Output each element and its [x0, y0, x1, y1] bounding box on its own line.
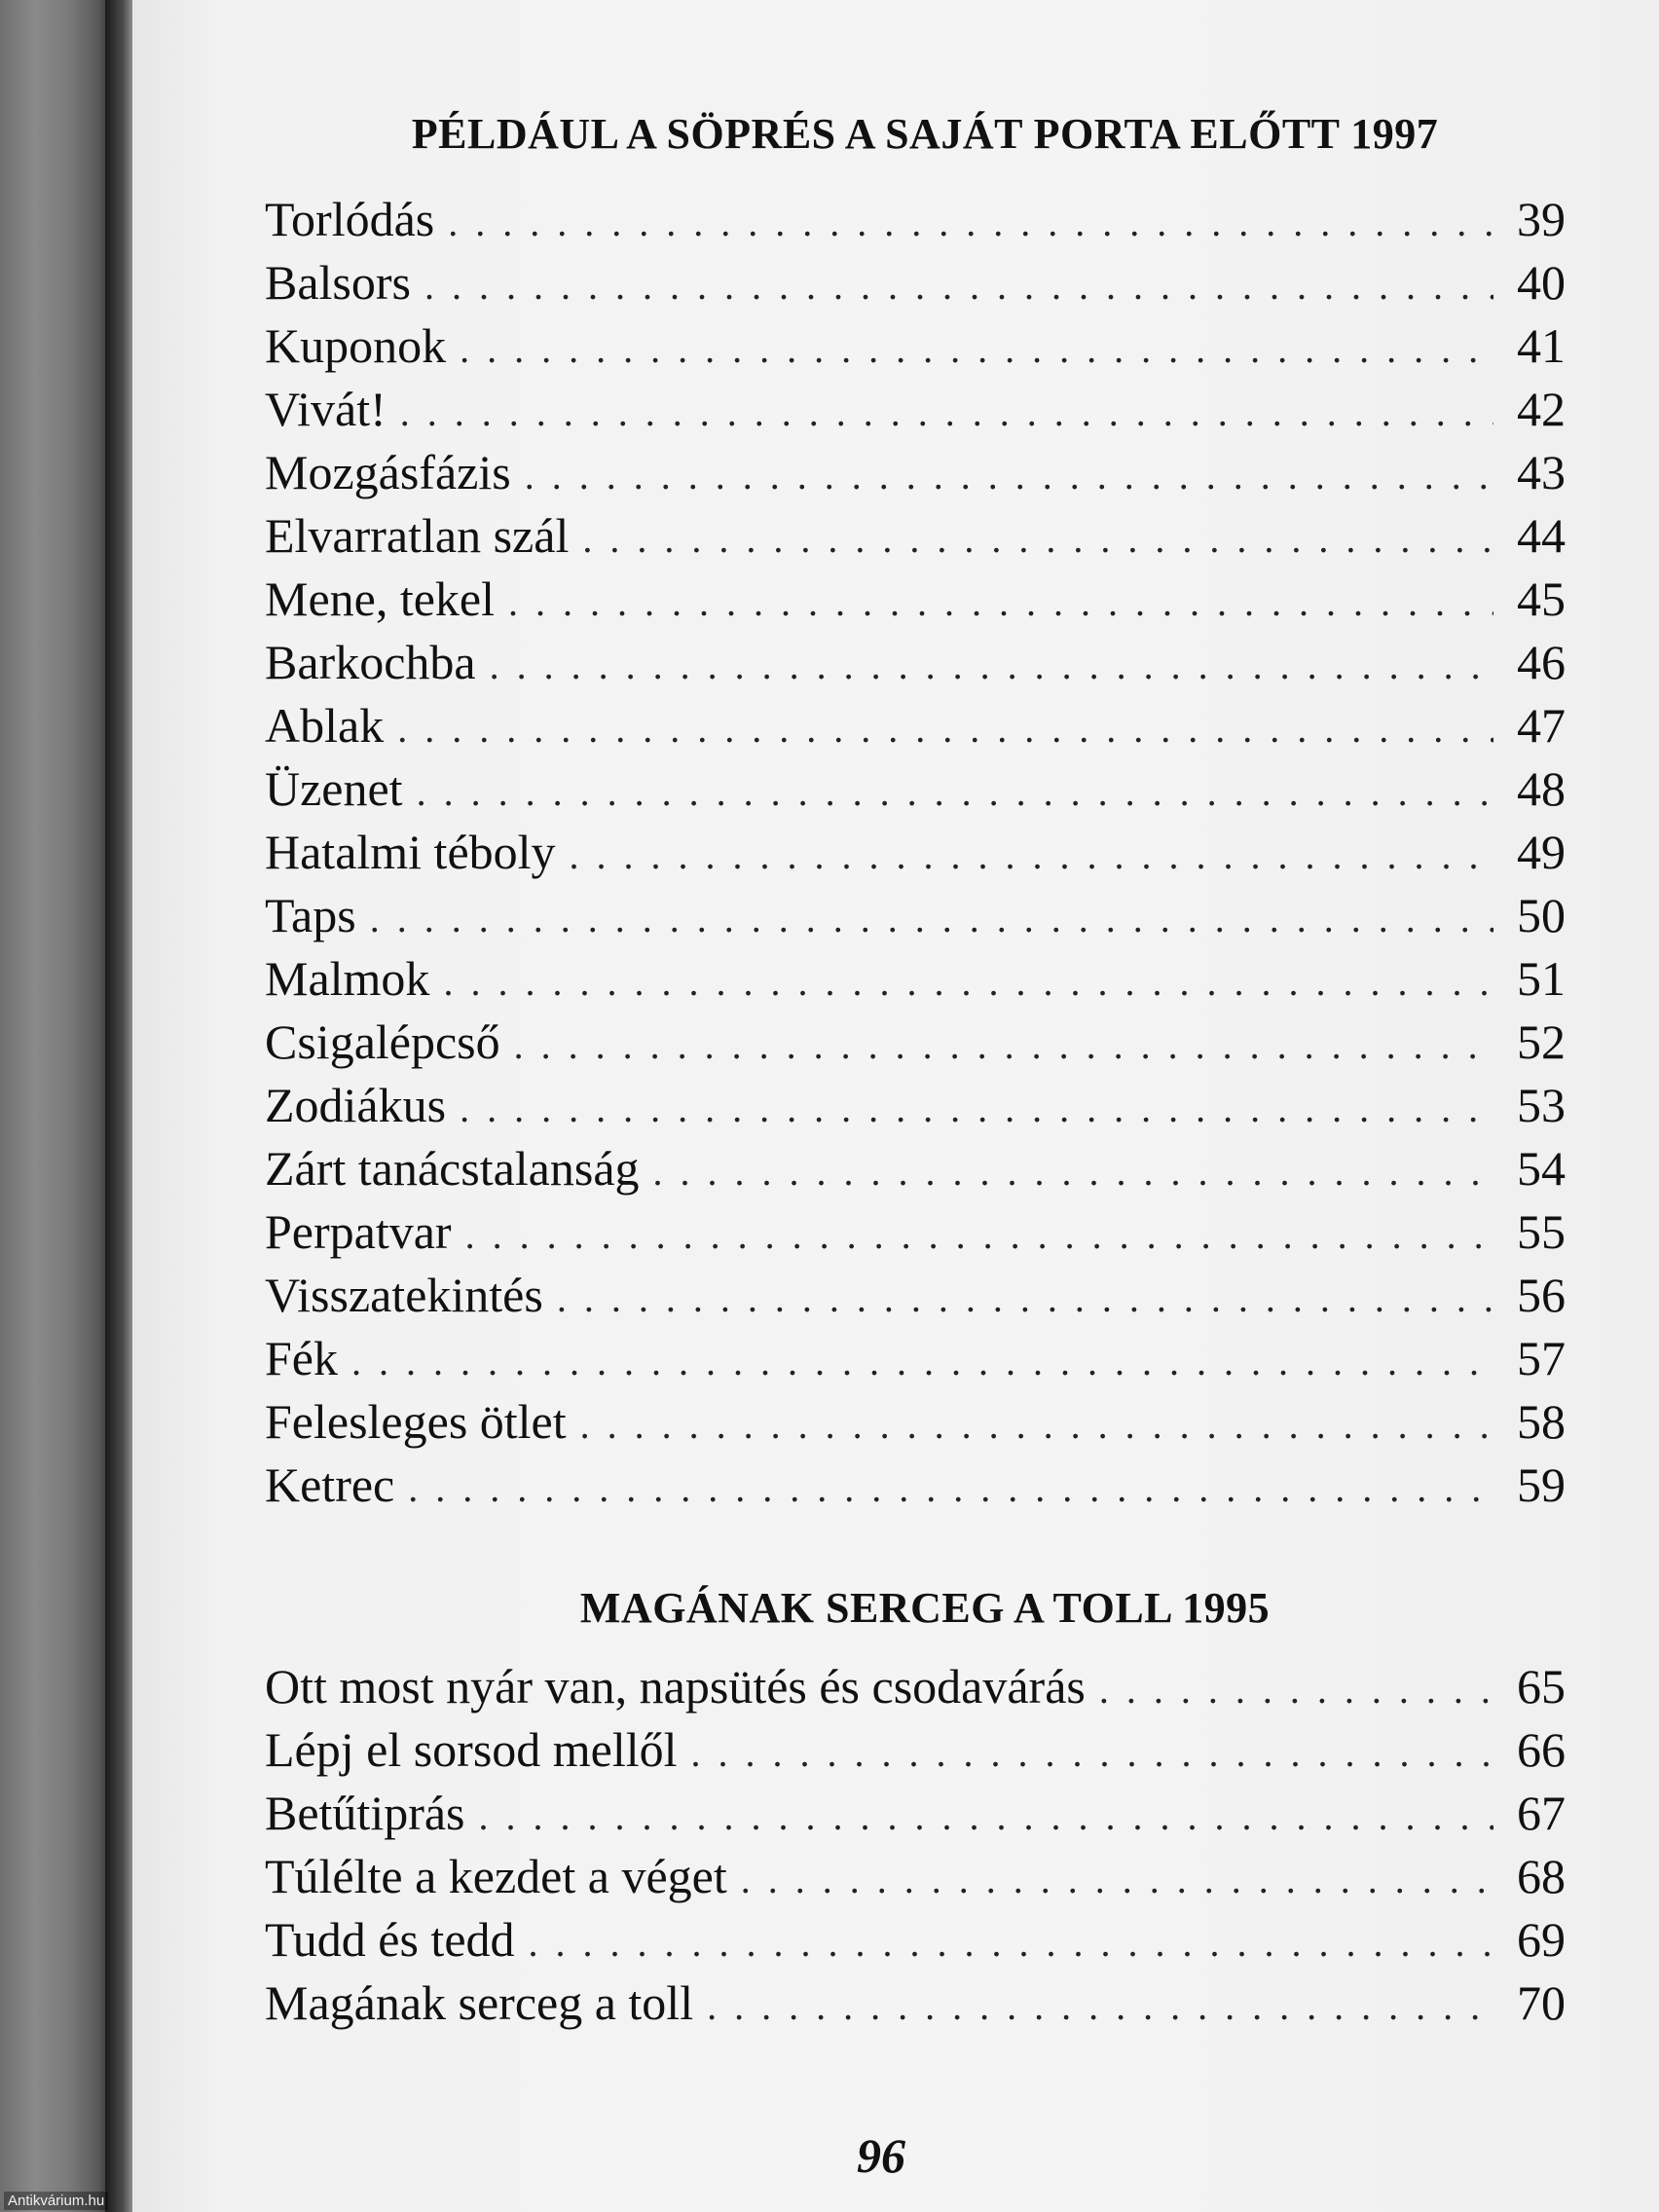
- dot-leader: [408, 1456, 1493, 1520]
- dot-leader: [465, 1203, 1493, 1267]
- dot-leader: [443, 950, 1493, 1014]
- toc-entry: [265, 1200, 1566, 1264]
- toc-entry: [265, 631, 1566, 694]
- book-spine: [0, 0, 115, 2212]
- toc-entry-title: Barkochba: [265, 635, 476, 689]
- toc-entry-page: 47: [1517, 698, 1566, 753]
- toc-list: [265, 188, 1566, 1517]
- dot-leader: [529, 1911, 1493, 1974]
- dot-leader: [417, 760, 1493, 824]
- toc-entry-title: Zárt tanácstalanság: [265, 1141, 640, 1196]
- toc-entry-title: Üzenet: [265, 761, 403, 816]
- toc-entry-title: Perpatvar: [265, 1204, 452, 1259]
- watermark: Antikvárium.hu: [4, 2192, 108, 2210]
- dot-leader: [557, 1267, 1493, 1330]
- toc-entry: [265, 314, 1566, 378]
- toc-entry-title: Túlélte a kezdet a véget: [265, 1849, 727, 1903]
- page-number: 96: [857, 2128, 905, 2183]
- toc-entry: [265, 821, 1566, 884]
- toc-entry: [265, 378, 1566, 441]
- dot-leader: [707, 1974, 1493, 2038]
- dot-leader: [653, 1140, 1493, 1203]
- toc-entry-page: 55: [1517, 1204, 1566, 1259]
- toc-entry-page: 59: [1517, 1457, 1566, 1512]
- toc-entry-title: Balsors: [265, 255, 411, 310]
- toc-entry-title: Csigalépcső: [265, 1014, 500, 1069]
- toc-entry: [265, 1390, 1566, 1454]
- toc-entry-page: 48: [1517, 761, 1566, 816]
- section-heading: PÉLDÁUL A SÖPRÉS A SAJÁT PORTA ELŐTT 1997: [411, 110, 1439, 158]
- toc-entry-title: Magának serceg a toll: [265, 1975, 694, 2030]
- dot-leader: [424, 254, 1493, 317]
- toc-entry: [265, 441, 1566, 504]
- toc-entry-page: 43: [1517, 445, 1566, 499]
- toc-entry: [265, 1454, 1566, 1517]
- toc-entry: [265, 1972, 1566, 2035]
- toc-entry-title: Taps: [265, 888, 356, 942]
- toc-entry-title: Fék: [265, 1331, 338, 1385]
- dot-leader: [460, 317, 1493, 381]
- gutter-shadow: [105, 0, 134, 2212]
- toc-entry-title: Lépj el sorsod mellől: [265, 1722, 678, 1777]
- toc-entry: [265, 188, 1566, 251]
- dot-leader: [514, 1014, 1493, 1077]
- toc-entry-page: 40: [1517, 255, 1566, 310]
- toc-entry: [265, 884, 1566, 947]
- toc-entry-title: Betűtiprás: [265, 1786, 465, 1840]
- toc-entry-page: 70: [1517, 1975, 1566, 2030]
- dot-leader: [582, 507, 1493, 571]
- toc-entry-title: Elvarratlan szál: [265, 508, 570, 563]
- toc-entry: [265, 1782, 1566, 1845]
- toc-entry-page: 45: [1517, 571, 1566, 626]
- dot-leader: [397, 697, 1493, 760]
- toc-entry-page: 44: [1517, 508, 1566, 563]
- toc-entry-page: 66: [1517, 1722, 1566, 1777]
- toc-entry-page: 49: [1517, 825, 1566, 879]
- toc-entry-page: 56: [1517, 1268, 1566, 1322]
- toc-entry: [265, 1327, 1566, 1390]
- toc-entry-page: 67: [1517, 1786, 1566, 1840]
- dot-leader: [370, 887, 1493, 950]
- toc-entry: [265, 251, 1566, 314]
- toc-entry: [265, 757, 1566, 821]
- dot-leader: [580, 1393, 1493, 1456]
- dot-leader: [490, 634, 1493, 697]
- toc-entry: [265, 1845, 1566, 1908]
- toc-list: [265, 1655, 1566, 2035]
- toc-entry-page: 50: [1517, 888, 1566, 942]
- toc-entry-page: 54: [1517, 1141, 1566, 1196]
- toc-entry-page: 42: [1517, 382, 1566, 436]
- toc-entry: [265, 1074, 1566, 1137]
- dot-leader: [570, 824, 1493, 887]
- toc-entry: [265, 568, 1566, 631]
- toc-entry: [265, 1718, 1566, 1782]
- dot-leader: [1099, 1658, 1493, 1721]
- dot-leader: [691, 1721, 1493, 1785]
- toc-entry-page: 52: [1517, 1014, 1566, 1069]
- toc-entry: [265, 947, 1566, 1011]
- toc-entry-title: Ott most nyár van, napsütés és csodavárás: [265, 1659, 1086, 1714]
- toc-entry-title: Ablak: [265, 698, 385, 753]
- toc-entry-title: Kuponok: [265, 318, 447, 373]
- toc-entry-page: 41: [1517, 318, 1566, 373]
- section-heading: MAGÁNAK SERCEG A TOLL 1995: [579, 1584, 1271, 1632]
- toc-entry-page: 58: [1517, 1394, 1566, 1449]
- dot-leader: [400, 381, 1493, 444]
- toc-entry-page: 46: [1517, 635, 1566, 689]
- dot-leader: [525, 444, 1493, 507]
- toc-entry-page: 39: [1517, 192, 1566, 246]
- toc-entry-title: Malmok: [265, 951, 430, 1006]
- toc-entry-title: Tudd és tedd: [265, 1912, 515, 1967]
- toc-entry-page: 68: [1517, 1849, 1566, 1903]
- toc-entry-page: 65: [1517, 1659, 1566, 1714]
- dot-leader: [351, 1330, 1493, 1393]
- dot-leader: [741, 1848, 1493, 1911]
- dot-leader: [508, 571, 1493, 634]
- toc-entry-title: Zodiákus: [265, 1078, 447, 1132]
- dot-leader: [460, 1077, 1493, 1140]
- toc-entry-page: 57: [1517, 1331, 1566, 1385]
- toc-entry: [265, 694, 1566, 757]
- dot-leader: [448, 191, 1493, 254]
- toc-entry: [265, 1137, 1566, 1200]
- dot-leader: [479, 1785, 1493, 1848]
- toc-entry: [265, 1908, 1566, 1972]
- toc-entry: [265, 1655, 1566, 1718]
- toc-entry: [265, 1264, 1566, 1327]
- toc-entry-title: Ketrec: [265, 1457, 395, 1512]
- toc-entry-page: 69: [1517, 1912, 1566, 1967]
- toc-entry-page: 53: [1517, 1078, 1566, 1132]
- toc-entry-title: Visszatekintés: [265, 1268, 543, 1322]
- toc-entry-title: Mozgásfázis: [265, 445, 511, 499]
- toc-entry-title: Mene, tekel: [265, 571, 496, 626]
- toc-entry-title: Vivát!: [265, 382, 387, 436]
- toc-entry-title: Torlódás: [265, 192, 435, 246]
- toc-entry-title: Hatalmi téboly: [265, 825, 556, 879]
- toc-entry: [265, 1011, 1566, 1074]
- toc-entry: [265, 504, 1566, 568]
- toc-entry-page: 51: [1517, 951, 1566, 1006]
- toc-entry-title: Felesleges ötlet: [265, 1394, 567, 1449]
